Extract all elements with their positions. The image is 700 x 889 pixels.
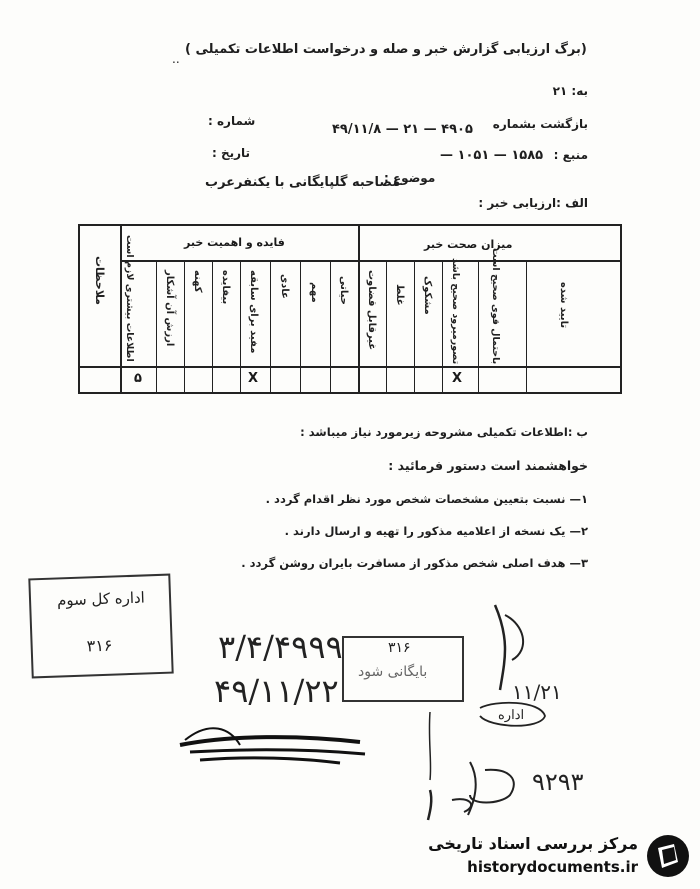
col-doubtful: مشکوک (422, 276, 433, 315)
reply-value: ۴۹۰۵ — ۲۱ — ۴۹/۱۱/۸ (332, 122, 473, 137)
col-old: کهنه (192, 270, 203, 293)
date-label: تاریخ : (212, 146, 251, 160)
col-more-info: اطلاعات بیشتری لازم است (124, 235, 135, 362)
source-value: ۱۵۸۵ — ۱۰۵۱ — (440, 148, 544, 163)
col-useful-record: مفید برای سابقه (248, 270, 259, 354)
subject-value: مصاحبه گلپایگانی با یکنفرعرب (205, 175, 401, 190)
archive-box-text: بایگانی شود (358, 664, 428, 680)
check-useful-record: X (248, 371, 259, 386)
col-normal: عادی (279, 274, 290, 299)
to-number: به: ۲۱ (552, 84, 588, 98)
group-accuracy: میزان صحت خبر (424, 238, 513, 251)
list-item: ۳— هدف اصلی شخص مذکور از مسافرت بایران روشن گردد . (241, 556, 588, 570)
list-item: ۲— یک نسخه از اعلامیه مذکور را تهیه و ارسال دارند . (284, 524, 588, 538)
col-false: غلط (394, 284, 405, 306)
watermark-name: مرکز بررسی اسناد تاریخی (428, 834, 638, 853)
reply-label: بازگشت بشماره (492, 117, 588, 131)
form-title: (برگ ارزیابی گزارش خبر و صله و درخواست اطلاعات تکمیلی ) (185, 42, 587, 57)
check-probably-true: X (452, 371, 463, 386)
subject-label: موضوع : (384, 171, 436, 185)
col-obvious-value: ارزش آن آشکار (164, 270, 175, 347)
stamp-line1: اداره کل سوم (56, 588, 146, 610)
check-more-info: ۵ (134, 371, 142, 386)
stamp-line2: ۳۱۶ (86, 635, 113, 656)
section-a-label: الف :ارزیابی خبر : (478, 196, 588, 210)
col-very-likely-true: باحتمال قوی صحیح است (490, 247, 501, 364)
handwritten-right-note: ۱۱/۲۱ (512, 680, 562, 704)
handwritten-number: ۳/۴/۴۹۹۹ (218, 628, 343, 666)
col-useless: بیفایده (220, 270, 231, 305)
stray-marks: .. (172, 52, 180, 66)
col-important: مهم (309, 282, 320, 303)
list-item: ۱— نسبت بتعیین مشخصات شخص مورد نظر اقدام گردد . (265, 492, 588, 506)
handwritten-right-note2: اداره (498, 708, 525, 723)
request-line: خواهشمند است دستور فرمائید : (388, 458, 588, 473)
remarks-header: ملاحظات (93, 256, 106, 305)
source-label: منبع : (553, 148, 588, 162)
archive-logo-icon (644, 832, 692, 880)
number-label: شماره : (208, 114, 256, 128)
handwritten-bottom-number: ۹۲۹۳ (532, 768, 584, 796)
watermark (418, 830, 698, 882)
watermark-url: historydocuments.ir (467, 858, 638, 876)
handwritten-date: ۴۹/۱۱/۲۲ (214, 672, 339, 710)
col-confirmed: تایید شده (558, 282, 569, 329)
col-vital: حیاتی (338, 276, 349, 305)
col-probably-true: تصورمیرود صحیح باشد (450, 257, 461, 364)
col-not-judgeable: غیرقابل قضاوت (366, 270, 377, 351)
section-b-label: ب :اطلاعات تکمیلی مشروحه زیرمورد نیاز میباشد : (300, 425, 588, 439)
archive-box-number: ۳۱۶ (388, 640, 411, 656)
group-usefulness: فایده و اهمیت خبر (184, 236, 285, 249)
